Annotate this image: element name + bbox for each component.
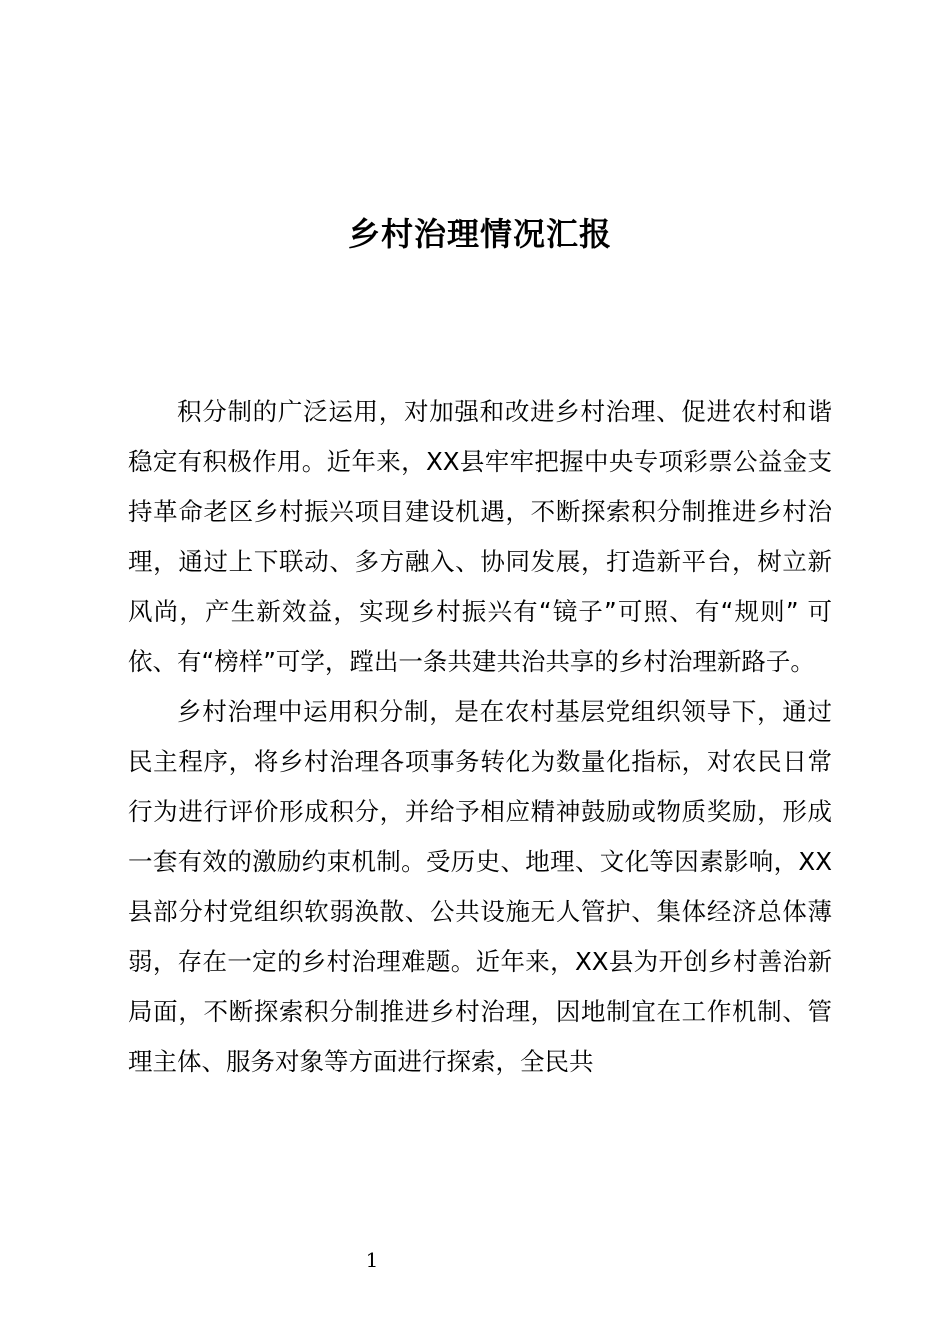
paragraph-1: 积分制的广泛运用，对加强和改进乡村治理、促进农村和谐稳定有积极作用。近年来，XX县牢牢把握中央专项彩票公益金支持革命老区乡村振兴项目建设机遇，不断探索积分制推进乡村治理，通过上下联动、多方融入、协同发展，打造新平台，树立新风尚，产生新效益，实现乡村振兴有“镜子”可照、有“规则” 可依、有“榜样”可学，蹚出一条共建共治共享的乡村治理新路子。 xyxy=(128,397,832,676)
paragraph-2: 乡村治理中运用积分制，是在农村基层党组织领导下，通过民主程序，将乡村治理各项事务转化为数量化指标，对农民日常行为进行评价形成积分，并给予相应精神鼓励或物质奖励，形成一套有效的激励约束机制。受历史、地理、文化等因素影响，XX县部分村党组织软弱涣散、公共设施无人管护、集体经济总体薄弱，存在一定的乡村治理难题。近年来，XX县为开创乡村善治新局面，不断探索积分制推进乡村治理，因地制宜在工作机制、管理主体、服务对象等方面进行探索，全民共 xyxy=(128,697,832,1076)
page-number: 1 xyxy=(365,1248,379,1272)
document-title: 乡村治理情况汇报 xyxy=(347,215,612,253)
document-body xyxy=(128,387,832,1087)
